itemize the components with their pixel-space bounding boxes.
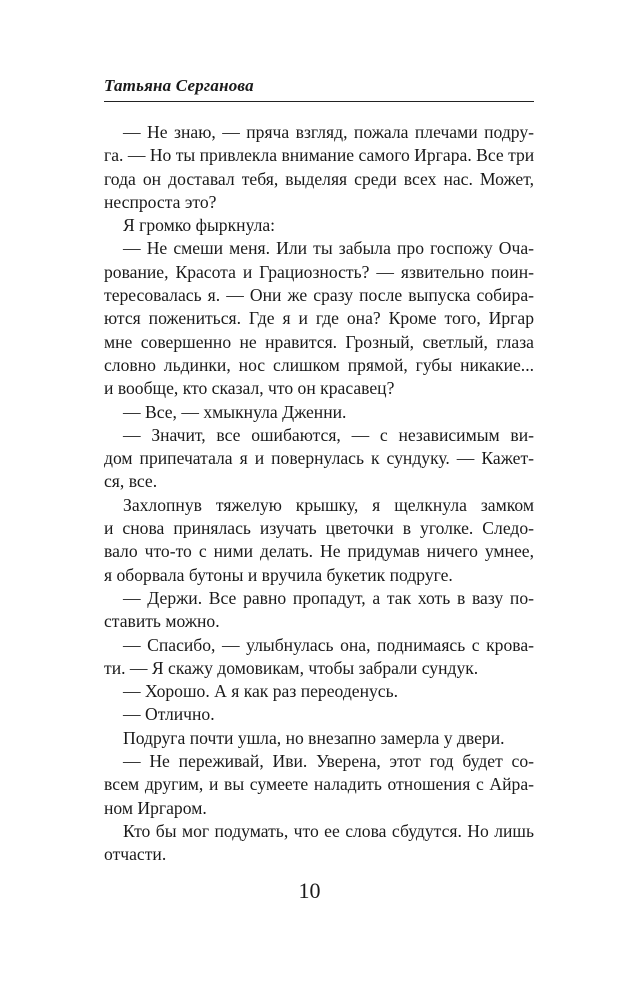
text-line: словно льдинки, нос слишком прямой, губы никакие... bbox=[104, 354, 534, 375]
header-rule bbox=[104, 101, 534, 102]
text-line: — Все, — хмыкнула Дженни. bbox=[123, 401, 347, 422]
text-line: неспроста это? bbox=[104, 191, 217, 212]
text-line: — Отлично. bbox=[123, 704, 215, 725]
text-line: года он доставал тебя, выделяя среди всех нас. Может, bbox=[104, 168, 534, 189]
body-text bbox=[104, 121, 534, 867]
page-number: 10 bbox=[298, 878, 321, 903]
text-line: Я громко фыркнула: bbox=[123, 215, 276, 236]
text-line: — Не знаю, — пряча взгляд, пожала плечами подру- bbox=[123, 122, 534, 142]
text-line: — Спасибо, — улыбнулась она, поднимаясь с крова- bbox=[123, 634, 534, 655]
text-line: ставить можно. bbox=[104, 611, 220, 632]
text-line: — Не переживай, Иви. Уверена, этот год будет со- bbox=[123, 751, 534, 772]
text-line: — Значит, все ошибаются, — с независимым ви- bbox=[123, 424, 534, 445]
text-line: Подруга почти ушла, но внезапно замерла у двери. bbox=[123, 727, 505, 748]
text-line: тересовалась я. — Они же сразу после выпуска собира- bbox=[104, 285, 534, 306]
text-line: отчасти. bbox=[104, 844, 167, 865]
text-line: ся, все. bbox=[104, 471, 158, 492]
text-line: га. — Но ты привлекла внимание самого Иргара. Все три bbox=[104, 145, 535, 166]
running-head-author: Татьяна Серганова bbox=[104, 76, 254, 95]
text-line: дом припечатала я и повернулась к сундуку. — Кажет- bbox=[104, 448, 534, 469]
text-line: ном Иргаром. bbox=[104, 797, 207, 818]
text-line: мне совершенно не нравится. Грозный, светлый, глаза bbox=[104, 331, 534, 352]
text-line: — Хорошо. А я как раз переоденусь. bbox=[123, 681, 399, 702]
text-line: — Держи. Все равно пропадут, а так хоть в вазу по- bbox=[123, 587, 534, 608]
text-line: вало что-то с ними делать. Не придумав ничего умнее, bbox=[104, 541, 534, 562]
text-line: рование, Красота и Грациозность? — язвительно поин- bbox=[104, 261, 534, 282]
text-line: и снова принялась изучать цветочки в уголке. Следо- bbox=[104, 518, 534, 539]
text-line: всем другим, и вы сумеете наладить отношения с Айра- bbox=[104, 774, 534, 795]
text-line: — Не смеши меня. Или ты забыла про госпожу Оча- bbox=[123, 238, 534, 259]
text-line: и вообще, кто сказал, что он красавец? bbox=[104, 378, 395, 399]
text-line: я оборвала бутоны и вручила букетик подруге. bbox=[104, 564, 453, 585]
text-line: Кто бы мог подумать, что ее слова сбудутся. Но лишь bbox=[123, 820, 534, 841]
text-line: ти. — Я скажу домовикам, чтобы забрали сундук. bbox=[104, 657, 479, 678]
text-line: ются пожениться. Где я и где она? Кроме того, Иргар bbox=[104, 308, 534, 329]
text-line: Захлопнув тяжелую крышку, я щелкнула замком bbox=[123, 494, 534, 515]
